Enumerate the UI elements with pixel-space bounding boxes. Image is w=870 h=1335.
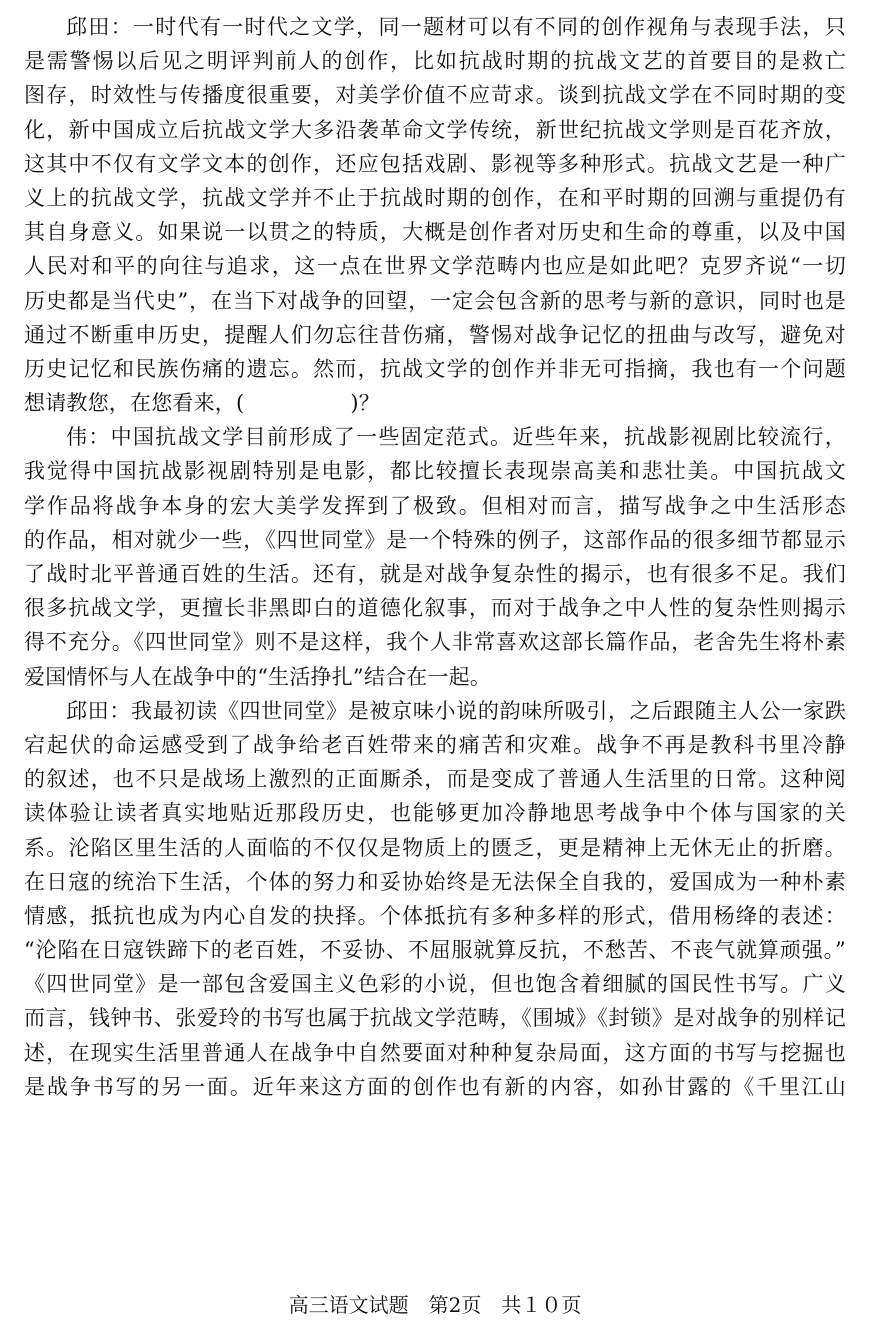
paragraph-wei [24, 420, 846, 694]
text-line: 伟：中国抗战文学目前形成了一些固定范式。近些年来，抗战影视剧比较流行， [66, 425, 846, 450]
text-line: 邱田：一时代有一时代之文学，同一题材可以有不同的创作视角与表现手法，只 [66, 15, 846, 39]
text-line: 宕起伏的命运感受到了战争给老百姓带来的痛苦和灾难。战争不再是教科书里冷静 [24, 732, 846, 757]
text-line: 述，在现实生活里普通人在战争中自然要面对种种复杂局面，这方面的书写与挖掘也 [24, 1040, 846, 1065]
text-line: 很多抗战文学，更擅长非黑即白的道德化叙事，而对于战争之中人性的复杂性则揭示 [24, 596, 846, 621]
text-line: 读体验让读者真实地贴近那段历史，也能够更加冷静地思考战争中个体与国家的关 [24, 801, 846, 826]
text-line: 图存，时效性与传播度很重要，对美学价值不应苛求。谈到抗战文学在不同时期的变 [24, 83, 846, 108]
text-line: 义上的抗战文学，抗战文学并不止于抗战时期的创作，在和平时期的回溯与重提仍有 [24, 185, 846, 210]
text-line: 人民对和平的向往与追求，这一点在世界文学范畴内也应是如此吧？克罗齐说“一切 [24, 254, 846, 279]
text-line: 历史记忆和民族伤痛的遗忘。然而，抗战文学的创作并非无可指摘，我也有一个问题 [24, 356, 846, 381]
text-line: 这其中不仅有文学文本的创作，还应包括戏剧、影视等多种形式。抗战文艺是一种广 [24, 151, 846, 176]
paragraph-qiu-tian-2 [24, 694, 846, 1104]
text-line: 其自身意义。如果说一以贯之的特质，大概是创作者对历史和生命的尊重，以及中国 [24, 220, 846, 245]
text-line: 的叙述，也不只是战场上激烈的正面厮杀，而是变成了普通人生活里的日常。这种阅 [24, 767, 846, 792]
text-line: 是战争书写的另一面。近年来这方面的创作也有新的内容，如孙甘露的《千里江山 [24, 1074, 846, 1099]
text-line: 爱国情怀与人在战争中的“生活挣扎”结合在一起。 [24, 664, 492, 689]
text-line: 在日寇的统治下生活，个体的努力和妥协始终是无法保全自我的，爱国成为一种朴素 [24, 869, 846, 894]
text-line: 化，新中国成立后抗战文学大多沿袭革命文学传统，新世纪抗战文学则是百花齐放， [24, 117, 846, 142]
text-line: 历史都是当代史”，在当下对战争的回望，一定会包含新的思考与新的意识，同时也是 [24, 288, 846, 313]
text-line: 情感，抵抗也成为内心自发的抉择。个体抵抗有多种多样的形式，借用杨绛的表述： [24, 903, 846, 928]
text-line: 我觉得中国抗战影视剧特别是电影，都比较擅长表现崇高美和悲壮美。中国抗战文 [24, 459, 846, 484]
page-footer: 高三语文试题 第2页 共１０页 [288, 1293, 582, 1317]
paragraph-qiu-tian-1 [24, 10, 846, 420]
text-line: 系。沦陷区里生活的人面临的不仅仅是物质上的匮乏，更是精神上无休无止的折磨。 [24, 835, 846, 860]
text-line-quotation: “沦陷在日寇铁蹄下的老百姓，不妥协、不屈服就算反抗，不愁苦、不丧气就算顽强。” [24, 938, 846, 963]
text-line: 的作品，相对就少一些，《四世同堂》是一个特殊的例子，这部作品的很多细节都显示 [24, 527, 846, 552]
text-line: 邱田：我最初读《四世同堂》是被京味小说的韵味所吸引，之后跟随主人公一家跌 [66, 698, 846, 723]
text-line: 通过不断重申历史，提醒人们勿忘往昔伤痛，警惕对战争记忆的扭曲与改写，避免对 [24, 322, 846, 347]
text-line: 是需警惕以后见之明评判前人的创作，比如抗战时期的抗战文艺的首要目的是救亡 [24, 49, 846, 74]
text-line-with-blank: 想请教您，在您看来，( )？ [24, 391, 380, 416]
text-line: 《四世同堂》是一部包含爱国主义色彩的小说，但也饱含着细腻的国民性书写。广义 [24, 972, 846, 997]
text-line: 学作品将战争本身的宏大美学发挥到了极致。但相对而言，描写战争之中生活形态 [24, 493, 846, 518]
text-line: 得不充分。《四世同堂》则不是这样，我个人非常喜欢这部长篇作品，老舍先生将朴素 [24, 630, 846, 655]
text-line: 而言，钱钟书、张爱玲的书写也属于抗战文学范畴，《围城》《封锁》是对战争的别样记 [24, 1006, 846, 1031]
text-line: 了战时北平普通百姓的生活。还有，就是对战争复杂性的揭示，也有很多不足。我们 [24, 562, 846, 586]
